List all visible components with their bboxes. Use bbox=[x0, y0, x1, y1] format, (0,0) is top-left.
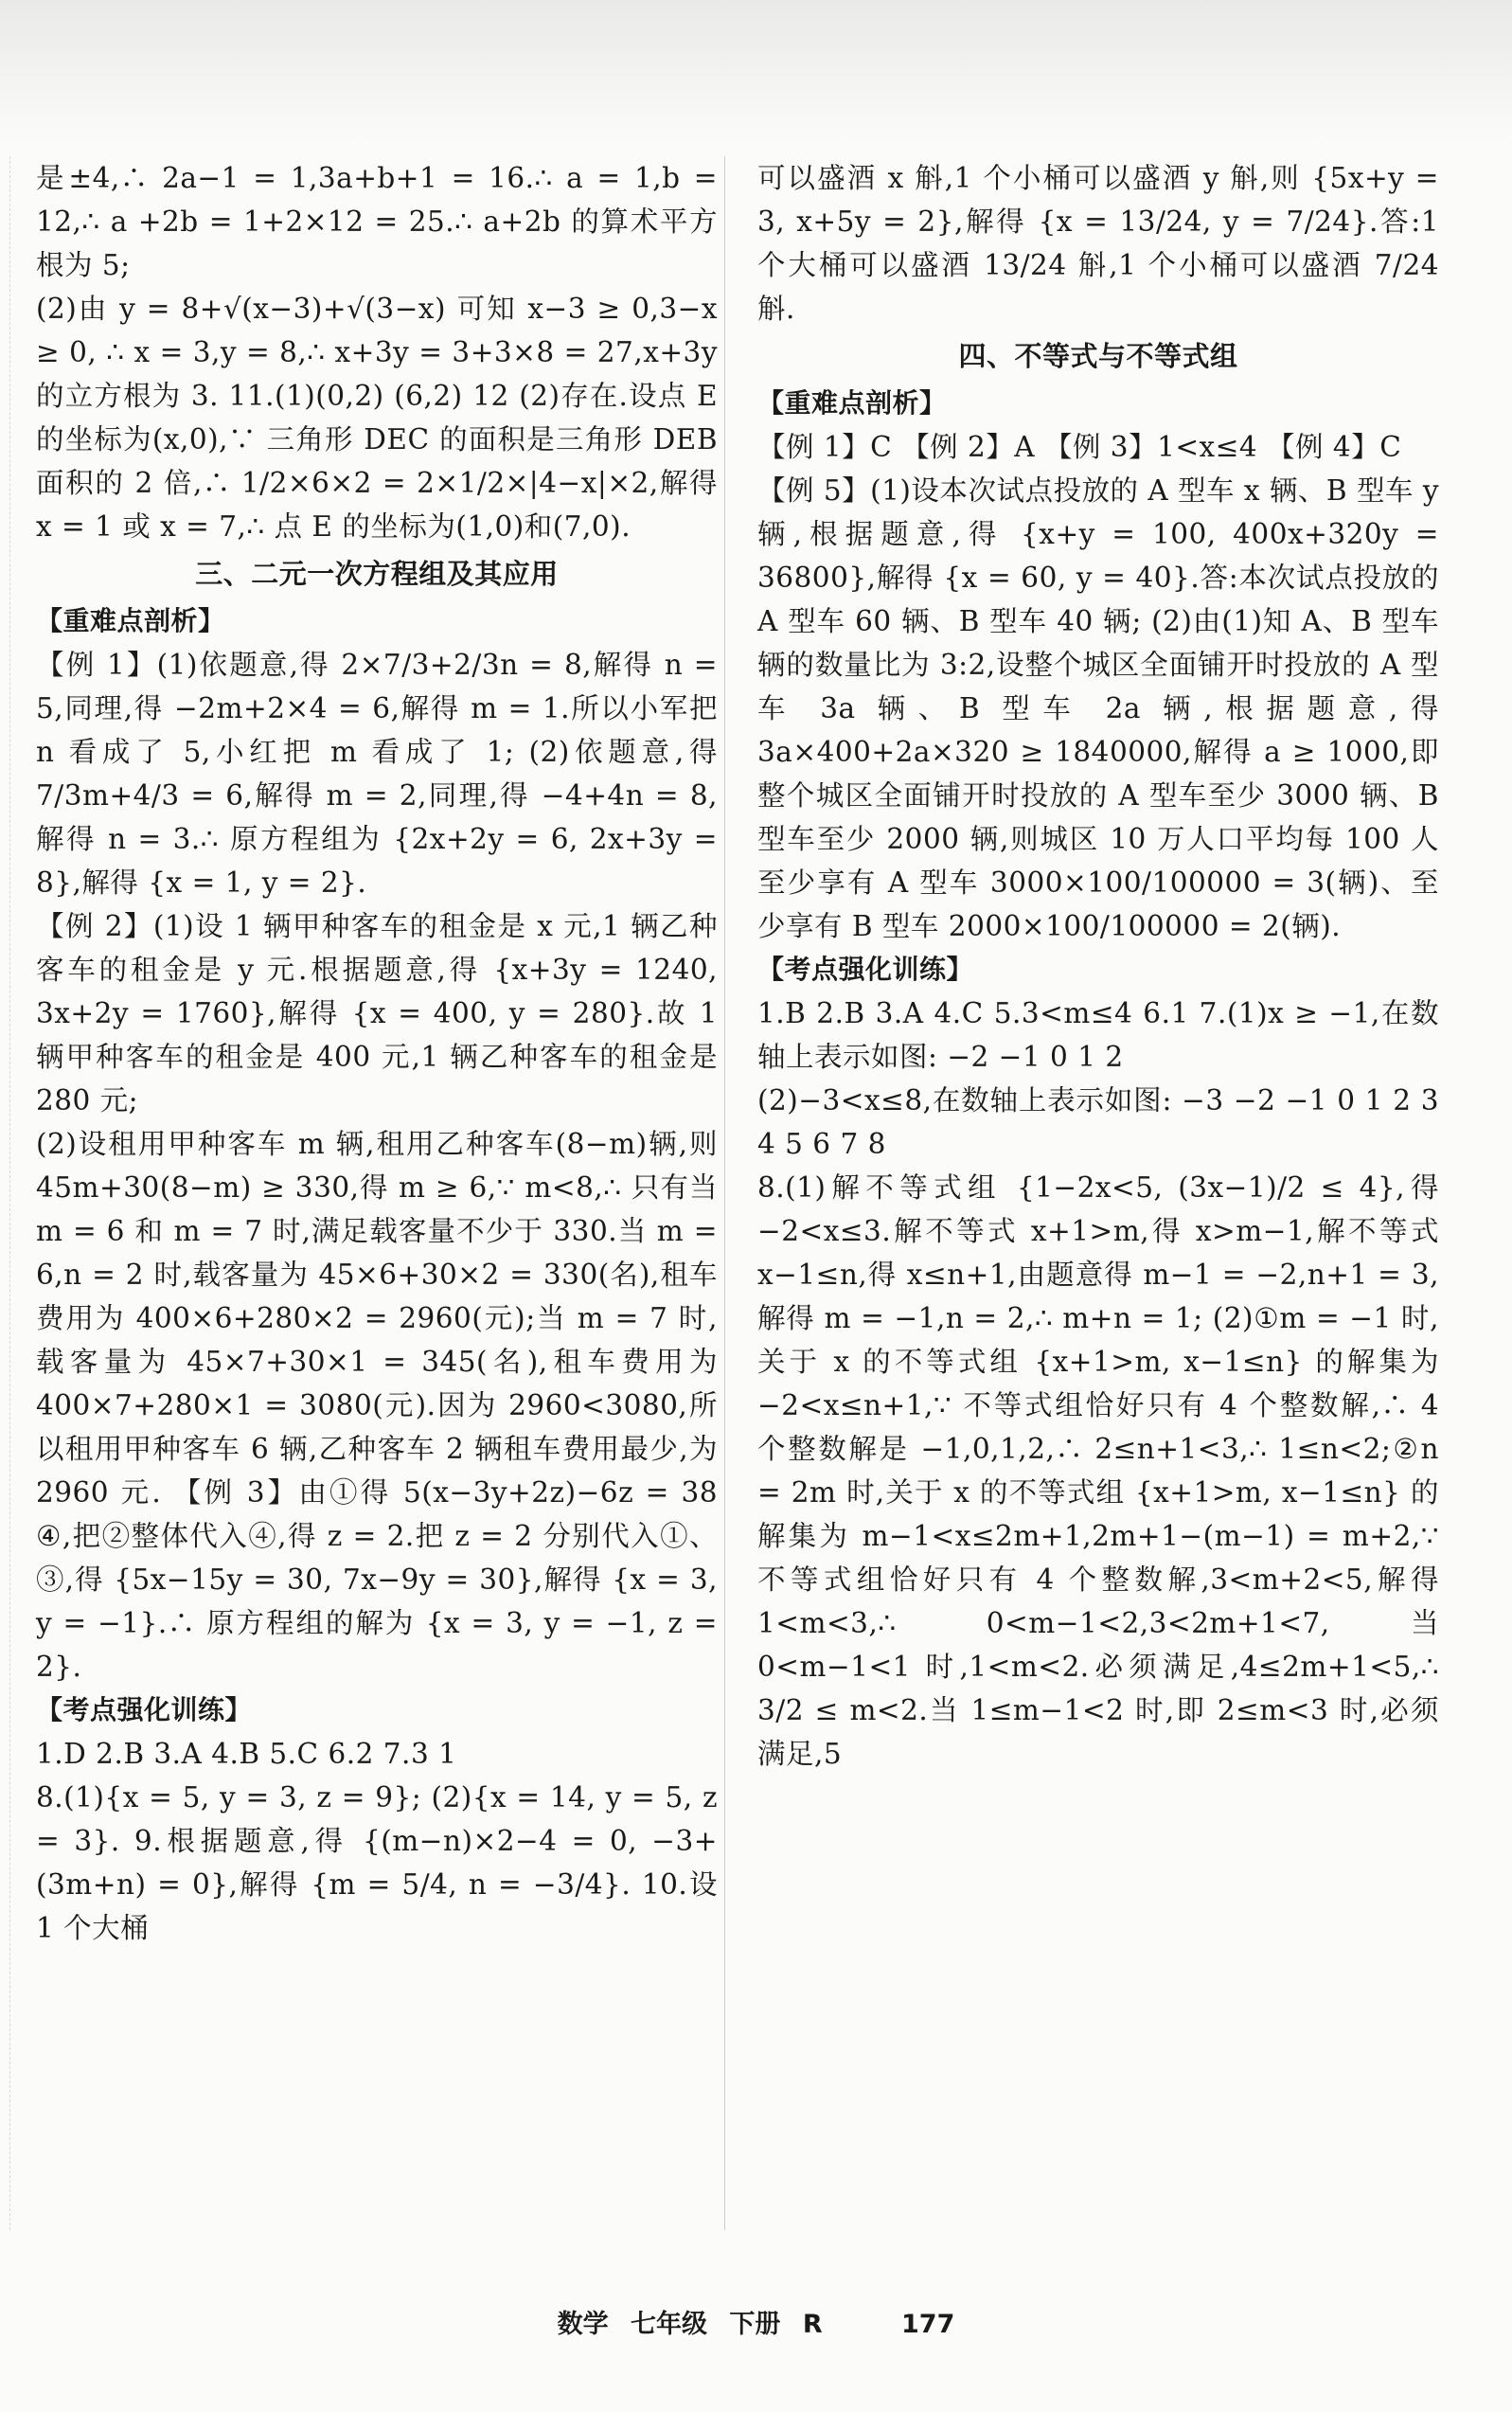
subsection-heading: 【考点强化训练】 bbox=[36, 1694, 253, 1725]
paragraph: (2)−3<x≤8,在数轴上表示如图: −3 −2 −1 0 1 2 3 4 5 6 7 8 bbox=[757, 1084, 1439, 1160]
subsection-heading: 【考点强化训练】 bbox=[757, 954, 974, 985]
footer-subject: 数学 bbox=[557, 2310, 609, 2339]
paragraph: 是±4,∴ 2a−1 = 1,3a+b+1 = 16.∴ a = 1,b = 12,∴ a +2b = 1+2×12 = 25.∴ a+2b 的算术平方根为 5; bbox=[36, 162, 718, 281]
paragraph: 1.D 2.B 3.A 4.B 5.C 6.2 7.3 1 bbox=[36, 1738, 457, 1770]
subsection-heading: 【重难点剖析】 bbox=[36, 605, 225, 636]
footer-grade: 七年级 bbox=[631, 2310, 707, 2339]
paragraph: 【例 2】(1)设 1 辆甲种客车的租金是 x 元,1 辆乙种客车的租金是 y 元.根据题意,得 {x+3y = 1240, 3x+2y = 1760},解得 {x = 400, y = 280}.故 1 辆甲种客车的租金是 400 元,1 辆乙种客车的租金是 280 元; bbox=[36, 910, 718, 1117]
paragraph: 8.(1)解不等式组 {1−2x<5, (3x−1)/2 ≤ 4},得 −2<x≤3.解不等式 x+1>m,得 x>m−1,解不等式 x−1≤n,得 x≤n+1,由题意得 m−1 = −2,n+1 = 3,解得 m = −1,n = 2,∴ m+n = 1; (2)①m = −1 时,关于 x 的不等式组 {x+1>m, x−1≤n} 的解集为 −2<x≤n+1,∵ 不等式组恰好只有 4 个整数解,∴ 4 个整数解是 −1,0,1,2,∴ 2≤n+1<3,∴ 1≤n<2;②n = 2m 时,关于 x 的不等式组 {x+1>m, x−1≤n} 的解集为 m−1<x≤2m+1,2m+1−(m−1) = m+2,∵ 不等式组恰好只有 4 个整数解,3<m+2<5,解得 1<m<3,∴ 0<m−1<2,3<2m+1<7,当 0<m−1<1 时,1<m<2.必须满足,4≤2m+1<5,∴ 3/2 ≤ m<2.当 1≤m−1<2 时,即 2≤m<3 时,必须满足,5 bbox=[757, 1171, 1439, 1770]
left-column bbox=[36, 156, 718, 1950]
paragraph: 可以盛酒 x 斛,1 个小桶可以盛酒 y 斛,则 {5x+y = 3, x+5y = 2},解得 {x = 13/24, y = 7/24}.答:1 个大桶可以盛酒 13/24 斛,1 个小桶可以盛酒 7/24 斛. bbox=[757, 162, 1439, 325]
paragraph: (2)由 y = 8+√(x−3)+√(3−x) 可知 x−3 ≥ 0,3−x ≥ 0, ∴ x = 3,y = 8,∴ x+3y = 3+3×8 = 27,x+3y 的立方根为 3. 11.(1)(0,2) (6,2) 12 (2)存在.设点 E 的坐标为(x,0),∵ 三角形 DEC 的面积是三角形 DEB 面积的 2 倍,∴ 1/2×6×2 = 2×1/2×|4−x|×2,解得 x = 1 或 x = 7,∴ 点 E 的坐标为(1,0)和(7,0). bbox=[36, 293, 718, 543]
footer-edition: R bbox=[802, 2310, 823, 2339]
subsection-heading: 【重难点剖析】 bbox=[757, 387, 947, 419]
page-footer bbox=[0, 2303, 1512, 2340]
paragraph: 1.B 2.B 3.A 4.C 5.3<m≤4 6.1 7.(1)x ≥ −1,在数轴上表示如图: −2 −1 0 1 2 bbox=[757, 997, 1439, 1073]
paragraph: 【例 1】(1)依题意,得 2×7/3+2/3n = 8,解得 n = 5,同理,得 −2m+2×4 = 6,解得 m = 1.所以小军把 n 看成了 5,小红把 m 看成了 1; (2)依题意,得 7/3m+4/3 = 6,解得 m = 2,同理,得 −4+4n = 8,解得 n = 3.∴ 原方程组为 {2x+2y = 6, 2x+3y = 8},解得 {x = 1, y = 2}. bbox=[36, 649, 718, 899]
footer-volume: 下册 bbox=[729, 2310, 781, 2339]
section-heading: 四、不等式与不等式组 bbox=[958, 340, 1238, 372]
page-top-shade bbox=[0, 0, 1512, 142]
paragraph: 【例 5】(1)设本次试点投放的 A 型车 x 辆、B 型车 y 辆,根据题意,得 {x+y = 100, 400x+320y = 36800},解得 {x = 60, y = 40}.答:本次试点投放的 A 型车 60 辆、B 型车 40 辆; (2)由(1)知 A、B 型车辆的数量比为 3:2,设整个城区全面铺开时投放的 A 型车 3a 辆、B 型车 2a 辆,根据题意,得 3a×400+2a×320 ≥ 1840000,解得 a ≥ 1000,即整个城区全面铺开时投放的 A 型车至少 3000 辆、B 型车至少 2000 辆,则城区 10 万人口平均每 100 人至少享有 A 型车 3000×100/100000 = 3(辆)、至少享有 B 型车 2000×100/100000 = 2(辆). bbox=[757, 474, 1439, 942]
paragraph: 8.(1){x = 5, y = 3, z = 9}; (2){x = 14, y = 5, z = 3}. 9.根据题意,得 {(m−n)×2−4 = 0, −3+(3m+n) = 0},解得 {m = 5/4, n = −3/4}. 10.设 1 个大桶 bbox=[36, 1781, 718, 1944]
left-margin-line bbox=[9, 156, 10, 2230]
column-divider bbox=[724, 156, 725, 2230]
paragraph: 【例 1】C 【例 2】A 【例 3】1<x≤4 【例 4】C bbox=[757, 431, 1402, 463]
right-column bbox=[757, 156, 1439, 1776]
page-number: 177 bbox=[901, 2310, 955, 2339]
paragraph: (2)设租用甲种客车 m 辆,租用乙种客车(8−m)辆,则 45m+30(8−m) ≥ 330,得 m ≥ 6,∵ m<8,∴ 只有当 m = 6 和 m = 7 时,满足载客量不少于 330.当 m = 6,n = 2 时,载客量为 45×6+30×2 = 330(名),租车费用为 400×6+280×2 = 2960(元);当 m = 7 时,载客量为 45×7+30×1 = 345(名),租车费用为 400×7+280×1 = 3080(元).因为 2960<3080,所以租用甲种客车 6 辆,乙种客车 2 辆租车费用最少,为 2960 元. 【例 3】由①得 5(x−3y+2z)−6z = 38 ④,把②整体代入④,得 z = 2.把 z = 2 分别代入①、③,得 {5x−15y = 30, 7x−9y = 30},解得 {x = 3, y = −1}.∴ 原方程组的解为 {x = 3, y = −1, z = 2}. bbox=[36, 1128, 718, 1683]
section-heading: 三、二元一次方程组及其应用 bbox=[195, 558, 559, 590]
